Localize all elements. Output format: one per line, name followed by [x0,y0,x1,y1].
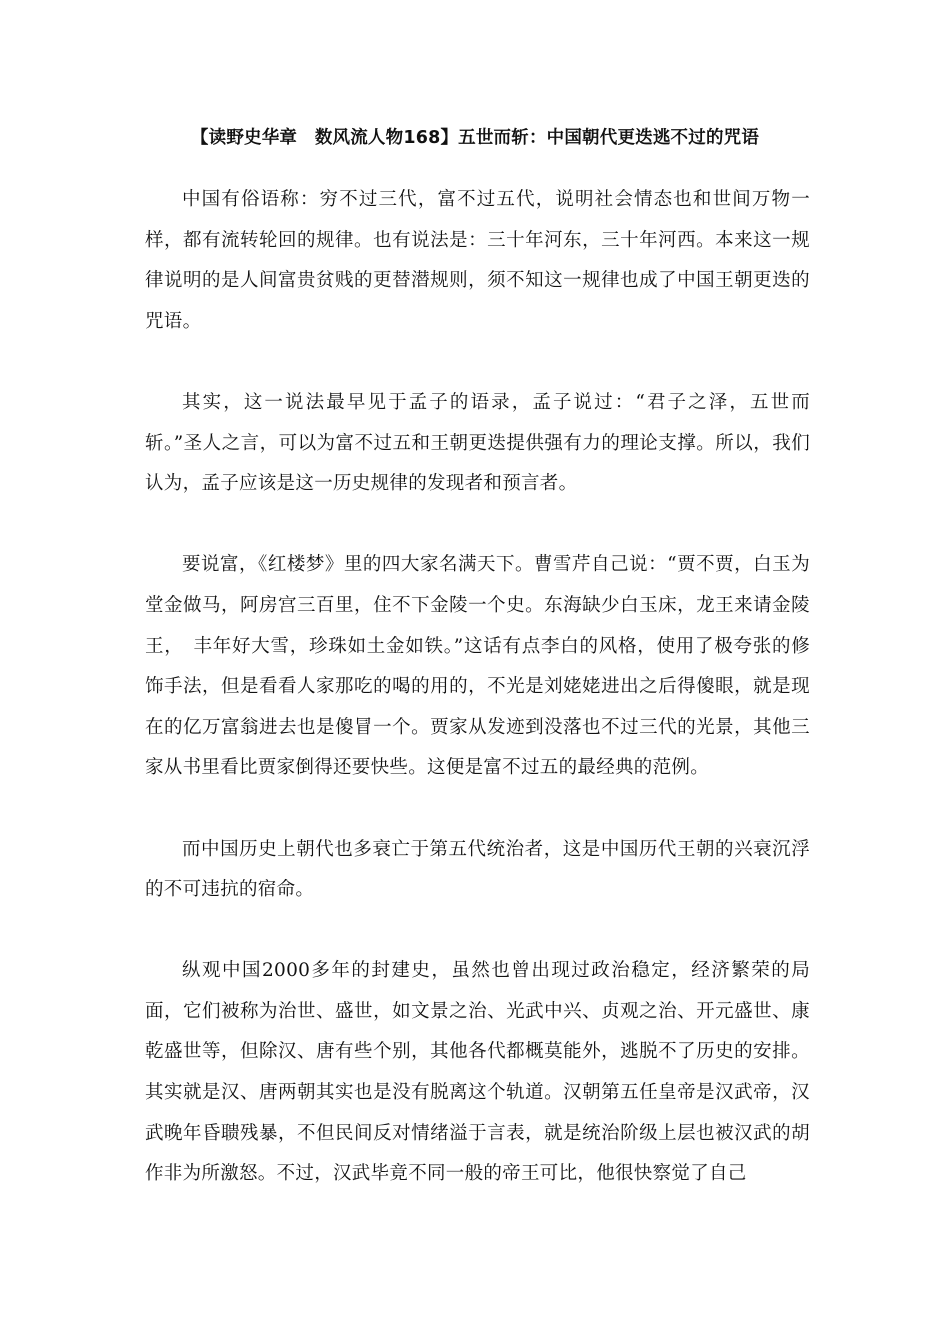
paragraph-5: 纵观中国2000多年的封建史，虽然也曾出现过政治稳定，经济繁荣的局面，它们被称为治世、盛世，如文景之治、光武中兴、贞观之治、开元盛世、康乾盛世等，但除汉、唐有些个别，其他各代都概莫能外，逃脱不了历史的安排。其实就是汉、唐两朝其实也是没有脱离这个轨道。汉朝第五任皇帝是汉武帝，汉武晚年昏聩残暴，不但民间反对情绪溢于言表，就是统治阶级上层也被汉武的胡作非为所激怒。不过，汉武毕竟不同一般的帝王可比，他很快察觉了自己 [145,960,810,1185]
paragraph-3: 要说富，《红楼梦》里的四大家名满天下。曹雪芹自己说：“贾不贾，白玉为堂金做马，阿房宫三百里，住不下金陵一个史。东海缺少白玉床，龙王来请金陵王， 丰年好大雪，珍珠如土金如铁。”这话有点李白的风格，使用了极夸张的修饰手法，但是看看人家那吃的喝的用的，不光是刘姥姥进出之后得傻眼，就是现在的亿万富翁进去也是傻冒一个。贾家从发迹到没落也不过三代的光景，其他三家从书里看比贾家倒得还要快些。这便是富不过五的最经典的范例。 [145,554,810,779]
paragraph-1: 中国有俗语称：穷不过三代，富不过五代，说明社会情态也和世间万物一样，都有流转轮回的规律。也有说法是：三十年河东，三十年河西。本来这一规律说明的是人间富贵贫贱的更替潜规则，须不知这一规律也成了中国王朝更迭的咒语。 [145,189,810,332]
paragraph-4: 而中国历史上朝代也多衰亡于第五代统治者，这是中国历代王朝的兴衰沉浮的不可违抗的宿命。 [145,838,810,901]
paragraph-2: 其实，这一说法最早见于孟子的语录，孟子说过：“君子之泽，五世而斩。”圣人之言，可以为富不过五和王朝更迭提供强有力的理论支撑。所以，我们认为，孟子应该是这一历史规律的发现者和预言者。 [145,391,810,495]
document-body [145,180,810,1195]
document-title: 【读野史华章 数风流人物168】五世而斩：中国朝代更迭逃不过的咒语 [190,128,760,148]
